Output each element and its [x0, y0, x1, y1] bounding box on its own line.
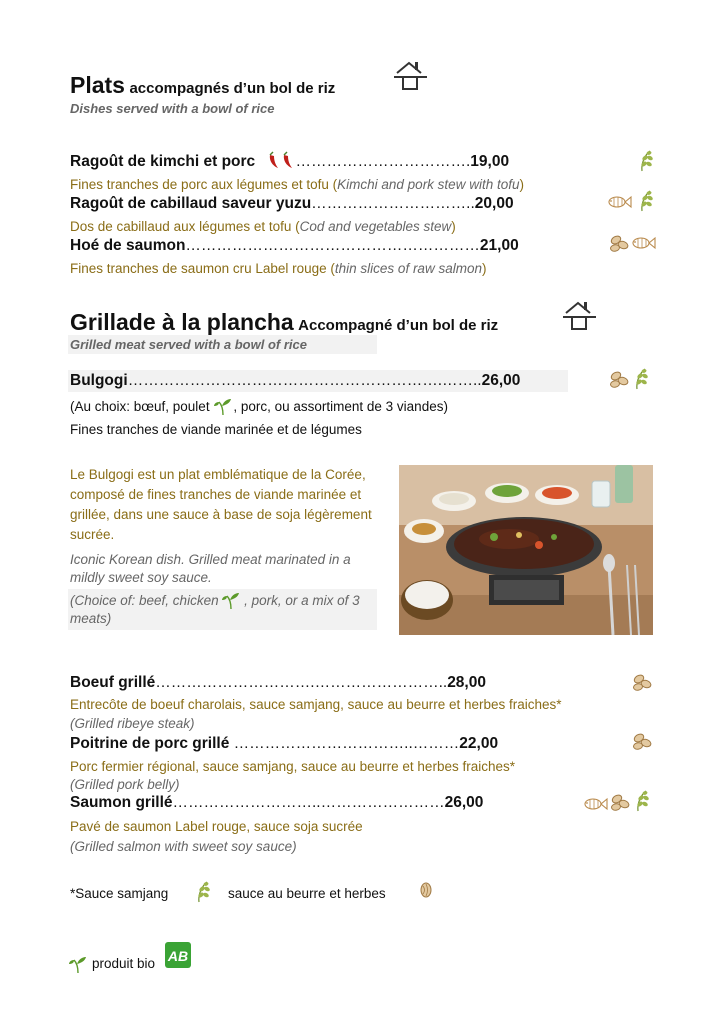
dish-name: Saumon grillé [70, 794, 173, 811]
dish-dots: ………………………………………………… [185, 237, 480, 254]
seed-icon [609, 369, 629, 389]
dish-price: 22,00 [459, 735, 499, 752]
desc-fr: Fines tranches de porc aux légumes et tofu ( [70, 177, 338, 192]
choice-text-en: , pork, or a mix of 3 meats) [70, 593, 360, 626]
dish-name: Poitrine de porc grillé [70, 735, 230, 752]
section-subtitle: Dishes served with a bowl of rice [70, 101, 275, 116]
leaf-icon [195, 880, 213, 904]
bulgogi-paragraph-en: Iconic Korean dish. Grilled meat marinated in a mildly sweet soy sauce. [70, 552, 351, 585]
dish-description [70, 177, 524, 192]
leaf-icon [633, 367, 651, 391]
section-title-main: Plats [70, 72, 125, 98]
bulgogi-choice-en [68, 589, 377, 630]
footnote-samjang: *Sauce samjang [70, 886, 169, 901]
dish-price: 20,00 [474, 195, 514, 212]
desc-close: ) [519, 177, 524, 192]
organic-sprout-icon [69, 955, 87, 973]
fish-icon [631, 235, 657, 251]
rice-bowl-house-icon [562, 300, 598, 332]
dish-price: 19,00 [470, 153, 510, 170]
bulgogi-paragraph-fr: Le Bulgogi est un plat emblématique de la Corée, composé de fines tranches de viande marinée et grillée, dans une sauce à base de soja légèrement sucrée. [70, 467, 372, 542]
seed-icon [632, 672, 652, 692]
dish-dots: ………………………..…………………… [172, 794, 445, 811]
dish-description [70, 261, 486, 276]
dish-description [70, 219, 456, 234]
dish-dots: ……………………………. [295, 153, 471, 170]
dish-dots: ………………………….…………………….. [155, 674, 448, 691]
desc-fr: Dos de cabillaud aux légumes et tofu ( [70, 219, 300, 234]
organic-sprout-icon [222, 591, 240, 609]
desc-fr: Fines tranches de saumon cru Label rouge ( [70, 261, 335, 276]
choice-text: , porc, ou assortiment de 3 viandes) [233, 399, 448, 414]
dish-description-en: (Grilled pork belly) [70, 777, 180, 792]
dish-description-fr: Porc fermier régional, sauce samjang, sauce au beurre et herbes fraiches* [70, 759, 515, 774]
dish-price: 28,00 [447, 674, 486, 691]
dish-description-en: (Grilled ribeye steak) [70, 716, 195, 731]
dish-description-fr: Pavé de saumon Label rouge, sauce soja sucrée [70, 819, 363, 834]
dish-description-fr: Entrecôte de boeuf charolais, sauce samjang, sauce au beurre et herbes fraiches* [70, 697, 562, 712]
dish-grilled-pork-belly [70, 735, 498, 753]
dish-dots: ………………………….. [311, 195, 475, 212]
footnote-butter-sauce: sauce au beurre et herbes [228, 886, 386, 901]
fish-icon [607, 194, 633, 210]
choice-text: (Au choix: bœuf, poulet [70, 399, 210, 414]
section-title-suffix: accompagnés d’un bol de riz [129, 80, 336, 97]
dish-dots: ……………………………..……… [233, 735, 460, 752]
dish-kimchi-stew [70, 151, 509, 171]
dish-name: Bulgogi [70, 372, 128, 389]
bulgogi-photo [399, 465, 653, 635]
desc-close: ) [481, 261, 487, 276]
leaf-icon [634, 789, 652, 813]
desc-en: Cod and vegetables stew [299, 219, 452, 234]
dish-description-en: (Grilled salmon with sweet soy sauce) [70, 839, 297, 854]
section-title-main: Grillade à la plancha [70, 309, 294, 335]
leaf-icon [638, 189, 656, 213]
dish-name: Hoé de saumon [70, 237, 186, 254]
dish-name: Ragoût de kimchi et porc [70, 153, 256, 170]
organic-sprout-icon [214, 397, 232, 415]
fish-icon [583, 796, 609, 812]
seed-icon [632, 731, 652, 751]
desc-en: Kimchi and pork stew with tofu [337, 177, 520, 192]
dish-name: Ragoût de cabillaud saveur yuzu [70, 195, 312, 212]
dish-salmon-hoe [70, 237, 519, 255]
ab-organic-logo: AB [165, 942, 191, 968]
chili-icon [267, 151, 281, 169]
dish-price: 26,00 [444, 794, 484, 811]
seed-icon [610, 792, 630, 812]
seed-icon [609, 233, 629, 253]
seed-icon [419, 881, 433, 901]
dish-bulgogi [70, 372, 520, 390]
choice-text-en: (Choice of: beef, chicken [70, 593, 219, 608]
bulgogi-choice [70, 397, 448, 415]
section-title [70, 72, 335, 99]
rice-bowl-house-icon [393, 60, 429, 92]
organic-legend: produit bio [92, 956, 156, 971]
leaf-icon [638, 149, 656, 173]
chili-icon [281, 151, 295, 169]
section-title-suffix: Accompagné d’un bol de riz [298, 317, 499, 334]
dish-price: 21,00 [479, 237, 519, 254]
dish-dots: …………………………………………………….…….. [127, 372, 482, 389]
desc-close: ) [451, 219, 456, 234]
bulgogi-description: Fines tranches de viande marinée et de légumes [70, 422, 362, 437]
dish-name: Boeuf grillé [70, 674, 156, 691]
section-title [70, 309, 498, 336]
dish-price: 26,00 [481, 372, 521, 389]
section-subtitle: Grilled meat served with a bowl of rice [68, 335, 377, 354]
dish-grilled-salmon [70, 794, 483, 812]
desc-en: thin slices of raw salmon [334, 261, 482, 276]
dish-grilled-beef [70, 674, 486, 692]
dish-cod-stew [70, 195, 514, 213]
